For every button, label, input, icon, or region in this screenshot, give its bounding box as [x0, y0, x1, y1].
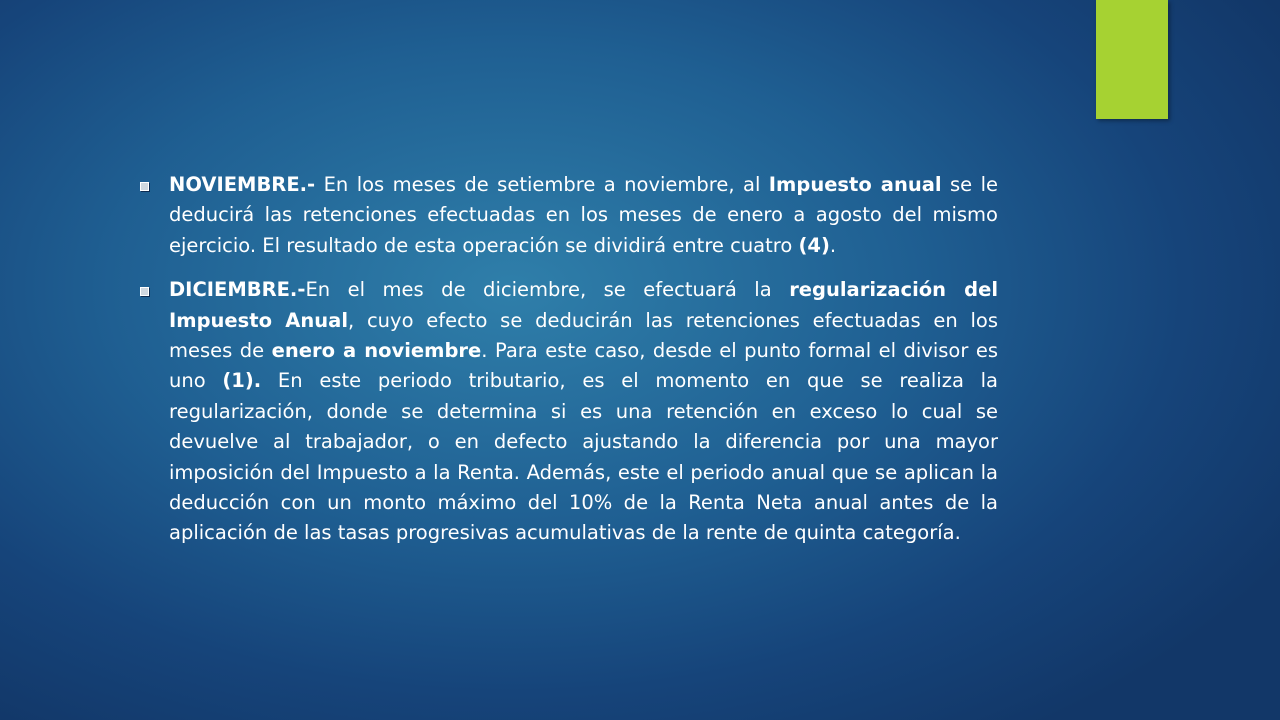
- bullet-text: se le deducirá las retenciones efectuadas en los meses de enero a agosto del mismo ejercicio. El resultado de esta operación se dividirá entre cuatro: [169, 173, 998, 257]
- bullet-emphasis: enero a noviembre: [271, 339, 482, 363]
- bullet-text: En el mes de diciembre, se efectuará la: [305, 278, 790, 302]
- square-bullet-icon: [140, 182, 149, 191]
- bullet-emphasis: regularización del Impuesto Anual: [169, 278, 999, 332]
- bullet-emphasis: (4): [798, 233, 830, 257]
- bullet-emphasis: Impuesto anual: [768, 173, 942, 196]
- bullet-term: NOVIEMBRE.-: [169, 173, 316, 196]
- bullet-text: En los meses de setiembre a noviembre, al: [315, 173, 769, 196]
- slide-content: [136, 170, 998, 563]
- bullet-term: DICIEMBRE.-: [169, 278, 306, 302]
- bullet-text: . Para este caso, desde el punto formal el divisor es uno: [169, 339, 998, 393]
- bullet-text: .: [829, 233, 837, 257]
- bullet-noviembre: [136, 170, 998, 261]
- bullet-emphasis: (1).: [222, 369, 262, 393]
- accent-bar: [1096, 0, 1168, 119]
- bullet-diciembre: [136, 275, 998, 549]
- square-bullet-icon: [140, 287, 149, 296]
- bullet-text: , cuyo efecto se deducirán las retenciones efectuadas en los meses de: [169, 308, 999, 363]
- bullet-text: En este periodo tributario, es el momento en que se realiza la regularización, donde se determina si es una retención en exceso lo cual se devuelve al trabajador, o en defecto ajustando la diferencia por una mayor imposición del Impuesto a la Renta. Además, este el periodo anual que se aplican la deducción con un monto máximo del 10% de la Renta Neta anual antes de la aplicación de las tasas progresivas acumulativas de la rente de quinta categoría.: [169, 369, 998, 545]
